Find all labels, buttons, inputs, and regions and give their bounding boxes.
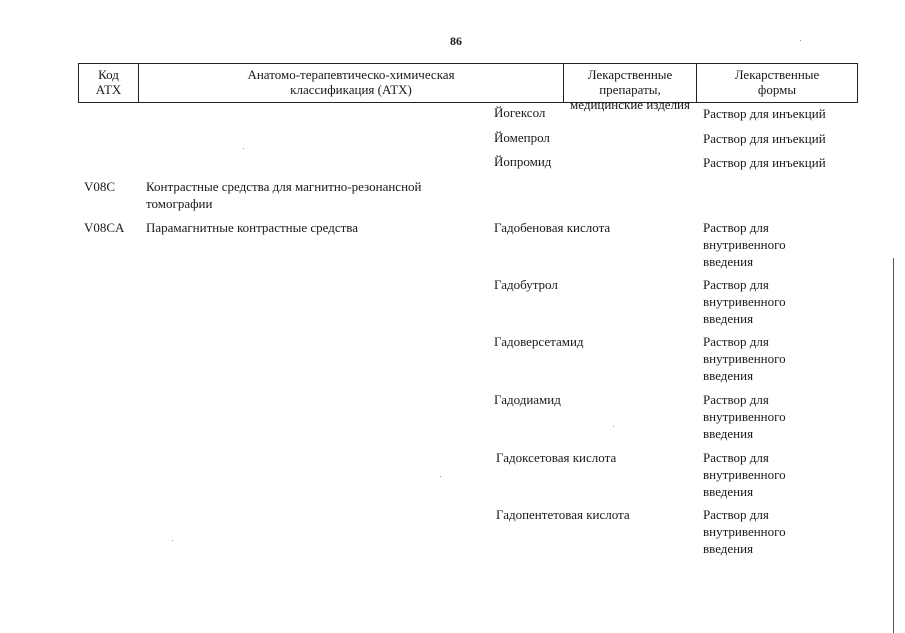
dosage-form: Раствор для внутривенного введения xyxy=(703,334,786,383)
dosage-form: Раствор для инъекций xyxy=(703,155,826,170)
header-classification: Анатомо-терапевтическо-химическая классификация (АТХ) xyxy=(139,64,564,102)
drug-name: Гадобеновая кислота xyxy=(494,220,611,235)
dosage-form: Раствор для инъекций xyxy=(703,131,826,146)
scan-edge-line xyxy=(893,258,894,633)
drug-name: Гадопентетовая кислота xyxy=(496,507,630,522)
drug-name: Йомепрол xyxy=(494,130,550,145)
page-number: 86 xyxy=(450,34,462,48)
dosage-form: Раствор для инъекций xyxy=(703,106,826,121)
atc-classification: Контрастные средства для магнитно-резонансной томографии xyxy=(146,179,422,211)
header-code: Код АТХ xyxy=(79,64,139,102)
scan-speck xyxy=(172,540,173,541)
dosage-form: Раствор для внутривенного введения xyxy=(703,277,786,326)
dosage-form: Раствор для внутривенного введения xyxy=(703,507,786,556)
atc-code: V08CA xyxy=(84,220,125,235)
header-drugs: Лекарственные препараты, медицинские изделия xyxy=(564,64,697,102)
header-forms: Лекарственные формы xyxy=(734,67,820,97)
drug-name: Гадобутрол xyxy=(494,277,558,292)
drug-name: Гадоксетовая кислота xyxy=(496,450,617,465)
scan-speck xyxy=(440,476,441,477)
scan-speck xyxy=(613,426,614,427)
drug-name: Гадоверсетамид xyxy=(494,334,584,349)
drug-name: Гадодиамид xyxy=(494,392,561,407)
dosage-form: Раствор для внутривенного введения xyxy=(703,220,786,269)
drug-name: Йопромид xyxy=(494,154,552,169)
dosage-form: Раствор для внутривенного введения xyxy=(703,392,786,441)
dosage-form: Раствор для внутривенного введения xyxy=(703,450,786,499)
scan-speck xyxy=(800,40,801,41)
scan-speck xyxy=(243,148,244,149)
drug-name: Йогексол xyxy=(494,105,546,120)
atc-code: V08C xyxy=(84,179,116,194)
atc-classification: Парамагнитные контрастные средства xyxy=(146,220,359,235)
